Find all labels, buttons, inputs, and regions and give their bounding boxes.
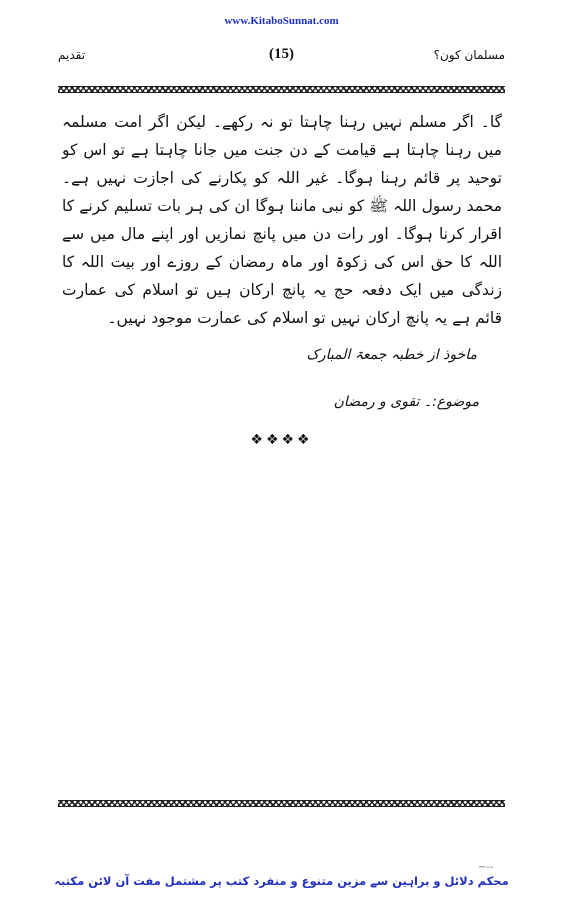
footer-note: محکم دلائل و براہین سے مزین متنوع و منفرد کتب پر مشتمل مفت آن لائن مکتبہ [54, 874, 509, 888]
book-title: مسلمان کون؟ [433, 48, 505, 62]
section-title: تقدیم [58, 48, 86, 62]
page-number: (15) [269, 46, 294, 62]
ornament-divider: ❖❖❖❖ [250, 432, 313, 448]
body-paragraph: گا۔ اگر مسلم نہیں رہنا چاہتا تو نہ رکھے۔ لیکن اگر امت مسلمہ میں رہنا چاہتا ہے قیامت کے دن جنت میں جانا چاہتا ہے تو اس کو توحید پر قائم رہنا ہوگا۔ غیر اللہ کو پکارنے کی اجازت نہیں ہے۔ محمد رسول اللہ ﷺ کو نبی ماننا ہوگا ان کی ہر بات تسلیم کرنے کا اقرار کرنا ہوگا۔ اور رات دن میں پانچ نمازیں اور اپنے مال میں سے اللہ کا حق اس کی زکوۃ اور ماہ رمضان کے روزے اور بیت اللہ کا زندگی میں ایک دفعہ حج یہ پانچ ارکان ہیں تو اسلام کی عمارت قائم ہے یہ پانچ ارکان نہیں تو اسلام کی عمارت موجود نہیں۔ [62, 113, 502, 327]
running-head [58, 46, 505, 68]
body-text [62, 108, 502, 332]
top-decorative-border [58, 86, 505, 93]
topic-line: موضوع:۔ تقوی و رمضان [333, 394, 479, 410]
speck-mark: ~-- [478, 862, 494, 873]
bottom-decorative-border [58, 800, 505, 807]
site-url-header: www.KitaboSunnat.com [224, 15, 339, 27]
source-line: ماخوذ از خطبہ جمعۃ المبارک [306, 347, 477, 363]
